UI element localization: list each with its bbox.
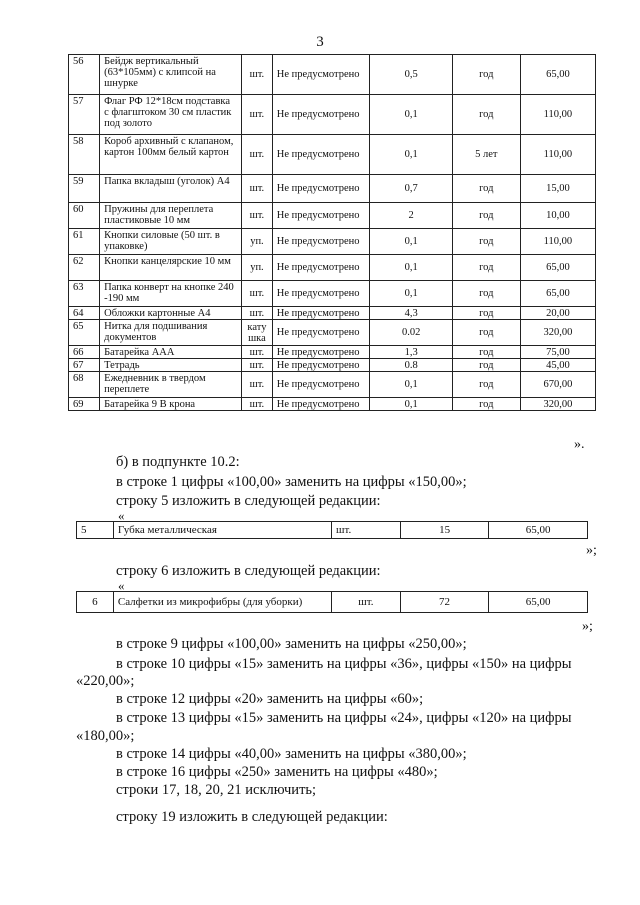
cell-name: Батарейка ААА (100, 346, 242, 359)
cell-num: 62 (69, 255, 100, 281)
table-row (69, 359, 596, 372)
table-row (69, 255, 596, 281)
cell-num: 59 (69, 175, 100, 203)
cell-term: год (452, 346, 520, 359)
cell-price: 110,00 (520, 135, 595, 175)
cell-unit: шт. (242, 372, 273, 398)
cell-price: 65,00 (489, 592, 588, 613)
cell-num: 69 (69, 398, 100, 411)
cell-unit: уп. (242, 229, 273, 255)
open-quote: « (118, 578, 125, 593)
cell-price: 75,00 (520, 346, 595, 359)
cell-num: 5 (77, 522, 114, 539)
amend-line: строку 5 изложить в следующей редакции: (116, 493, 381, 509)
cell-unit: шт. (242, 55, 273, 95)
cell-name: Ежедневник в твердом переплете (100, 372, 242, 398)
cell-num: 61 (69, 229, 100, 255)
cell-term: год (452, 359, 520, 372)
table-row (69, 55, 596, 95)
cell-name: Бейдж вертикальный (63*105мм) с клипсой на шнурке (100, 55, 242, 95)
cell-qty: 0,1 (370, 281, 452, 307)
table-row (77, 522, 588, 539)
cell-term: год (452, 203, 520, 229)
page-number: 3 (316, 34, 324, 50)
cell-norm: Не предусмотрено (272, 346, 370, 359)
cell-num: 63 (69, 281, 100, 307)
cell-term: год (452, 229, 520, 255)
cell-name: Тетрадь (100, 359, 242, 372)
amend-line: строку 19 изложить в следующей редакции: (116, 809, 388, 825)
supplies-table (68, 54, 596, 411)
cell-price: 110,00 (520, 229, 595, 255)
cell-qty: 0,1 (370, 255, 452, 281)
amend-line: строки 17, 18, 20, 21 исключить; (116, 782, 317, 798)
cell-qty: 72 (400, 592, 489, 613)
cell-price: 45,00 (520, 359, 595, 372)
cell-qty: 0,1 (370, 398, 452, 411)
table-row (69, 203, 596, 229)
table-row (69, 95, 596, 135)
close-quote: »; (582, 619, 593, 634)
cell-num: 57 (69, 95, 100, 135)
cell-name: Губка металлическая (113, 522, 331, 539)
cell-name: Флаг РФ 12*18см подставка с флагштоком 30 см пластик под золото (100, 95, 242, 135)
cell-unit: шт. (242, 398, 273, 411)
cell-norm: Не предусмотрено (272, 55, 370, 95)
cell-price: 65,00 (520, 55, 595, 95)
cell-norm: Не предусмотрено (272, 281, 370, 307)
table-row (69, 281, 596, 307)
amend-line: в строке 16 цифры «250» заменить на цифры «480»; (116, 764, 438, 780)
cell-price: 20,00 (520, 307, 595, 320)
cell-name: Нитка для подшивания документов (100, 320, 242, 346)
cell-qty: 0,7 (370, 175, 452, 203)
cell-num: 60 (69, 203, 100, 229)
amend-line: в строке 12 цифры «20» заменить на цифры «60»; (116, 691, 424, 707)
amend-line: в строке 9 цифры «100,00» заменить на цифры «250,00»; (116, 636, 467, 652)
cell-price: 110,00 (520, 95, 595, 135)
cell-term: год (452, 372, 520, 398)
cell-unit: шт. (332, 592, 401, 613)
cell-num: 58 (69, 135, 100, 175)
cell-name: Кнопки силовые (50 шт. в упаковке) (100, 229, 242, 255)
table-row (69, 346, 596, 359)
cell-unit: шт. (242, 359, 273, 372)
amend-line-cont: «220,00»; (76, 673, 135, 689)
cell-price: 65,00 (520, 255, 595, 281)
cell-name: Папка конверт на кнопке 240 -190 мм (100, 281, 242, 307)
cell-num: 65 (69, 320, 100, 346)
cell-norm: Не предусмотрено (272, 135, 370, 175)
cell-norm: Не предусмотрено (272, 398, 370, 411)
cell-unit: шт. (332, 522, 401, 539)
cell-num: 68 (69, 372, 100, 398)
close-quote: ». (574, 437, 585, 452)
cell-unit: кату шка (242, 320, 273, 346)
cell-qty: 0,1 (370, 135, 452, 175)
table-row (69, 229, 596, 255)
cell-qty: 0.8 (370, 359, 452, 372)
cell-term: год (452, 55, 520, 95)
open-quote: « (118, 508, 125, 523)
cell-name: Пружины для переплета пластиковые 10 мм (100, 203, 242, 229)
cell-name: Батарейка 9 В крона (100, 398, 242, 411)
cell-name: Салфетки из микрофибры (для уборки) (113, 592, 331, 613)
amend-line: в строке 1 цифры «100,00» заменить на цифры «150,00»; (116, 474, 467, 490)
cell-term: 5 лет (452, 135, 520, 175)
cell-num: 67 (69, 359, 100, 372)
cell-qty: 2 (370, 203, 452, 229)
cell-term: год (452, 255, 520, 281)
cell-unit: шт. (242, 281, 273, 307)
cell-qty: 0,1 (370, 95, 452, 135)
cell-qty: 4,3 (370, 307, 452, 320)
table-row (69, 307, 596, 320)
cell-name: Кнопки канцелярские 10 мм (100, 255, 242, 281)
cell-term: год (452, 398, 520, 411)
supplies-table-body (69, 55, 596, 411)
cell-num: 6 (77, 592, 114, 613)
cell-unit: шт. (242, 346, 273, 359)
cell-unit: шт. (242, 175, 273, 203)
cell-unit: уп. (242, 255, 273, 281)
table-row (77, 592, 588, 613)
table-row (69, 398, 596, 411)
cell-norm: Не предусмотрено (272, 229, 370, 255)
table-row (69, 135, 596, 175)
cell-unit: шт. (242, 95, 273, 135)
cell-name: Короб архивный с клапаном, картон 100мм белый картон (100, 135, 242, 175)
table-row (69, 175, 596, 203)
cell-qty: 1,3 (370, 346, 452, 359)
cell-term: год (452, 307, 520, 320)
amend-line: строку 6 изложить в следующей редакции: (116, 563, 381, 579)
cell-name: Папка вкладыш (уголок) А4 (100, 175, 242, 203)
cell-unit: шт. (242, 135, 273, 175)
cell-name: Обложки картонные А4 (100, 307, 242, 320)
cell-num: 64 (69, 307, 100, 320)
cell-num: 66 (69, 346, 100, 359)
cell-qty: 0,5 (370, 55, 452, 95)
cell-norm: Не предусмотрено (272, 372, 370, 398)
cell-price: 320,00 (520, 398, 595, 411)
cell-qty: 0.02 (370, 320, 452, 346)
row6-table (76, 591, 588, 613)
close-quote: »; (586, 543, 597, 558)
cell-term: год (452, 95, 520, 135)
cell-term: год (452, 281, 520, 307)
cell-price: 15,00 (520, 175, 595, 203)
cell-price: 65,00 (520, 281, 595, 307)
cell-price: 320,00 (520, 320, 595, 346)
table-row (69, 372, 596, 398)
cell-price: 10,00 (520, 203, 595, 229)
cell-norm: Не предусмотрено (272, 307, 370, 320)
cell-norm: Не предусмотрено (272, 255, 370, 281)
amend-line: в строке 14 цифры «40,00» заменить на цифры «380,00»; (116, 746, 467, 762)
row5-table (76, 521, 588, 539)
cell-qty: 0,1 (370, 372, 452, 398)
cell-price: 65,00 (489, 522, 588, 539)
cell-norm: Не предусмотрено (272, 175, 370, 203)
cell-norm: Не предусмотрено (272, 320, 370, 346)
cell-unit: шт. (242, 307, 273, 320)
amend-line-cont: «180,00»; (76, 728, 135, 744)
cell-num: 56 (69, 55, 100, 95)
amend-line: в строке 10 цифры «15» заменить на цифры «36», цифры «150» на цифры (116, 656, 572, 672)
cell-term: год (452, 175, 520, 203)
cell-norm: Не предусмотрено (272, 95, 370, 135)
table-row (69, 320, 596, 346)
cell-qty: 15 (400, 522, 489, 539)
cell-norm: Не предусмотрено (272, 203, 370, 229)
cell-term: год (452, 320, 520, 346)
amend-line: в строке 13 цифры «15» заменить на цифры «24», цифры «120» на цифры (116, 710, 572, 726)
cell-norm: Не предусмотрено (272, 359, 370, 372)
subclause-heading: б) в подпункте 10.2: (116, 454, 240, 470)
cell-price: 670,00 (520, 372, 595, 398)
cell-qty: 0,1 (370, 229, 452, 255)
cell-unit: шт. (242, 203, 273, 229)
